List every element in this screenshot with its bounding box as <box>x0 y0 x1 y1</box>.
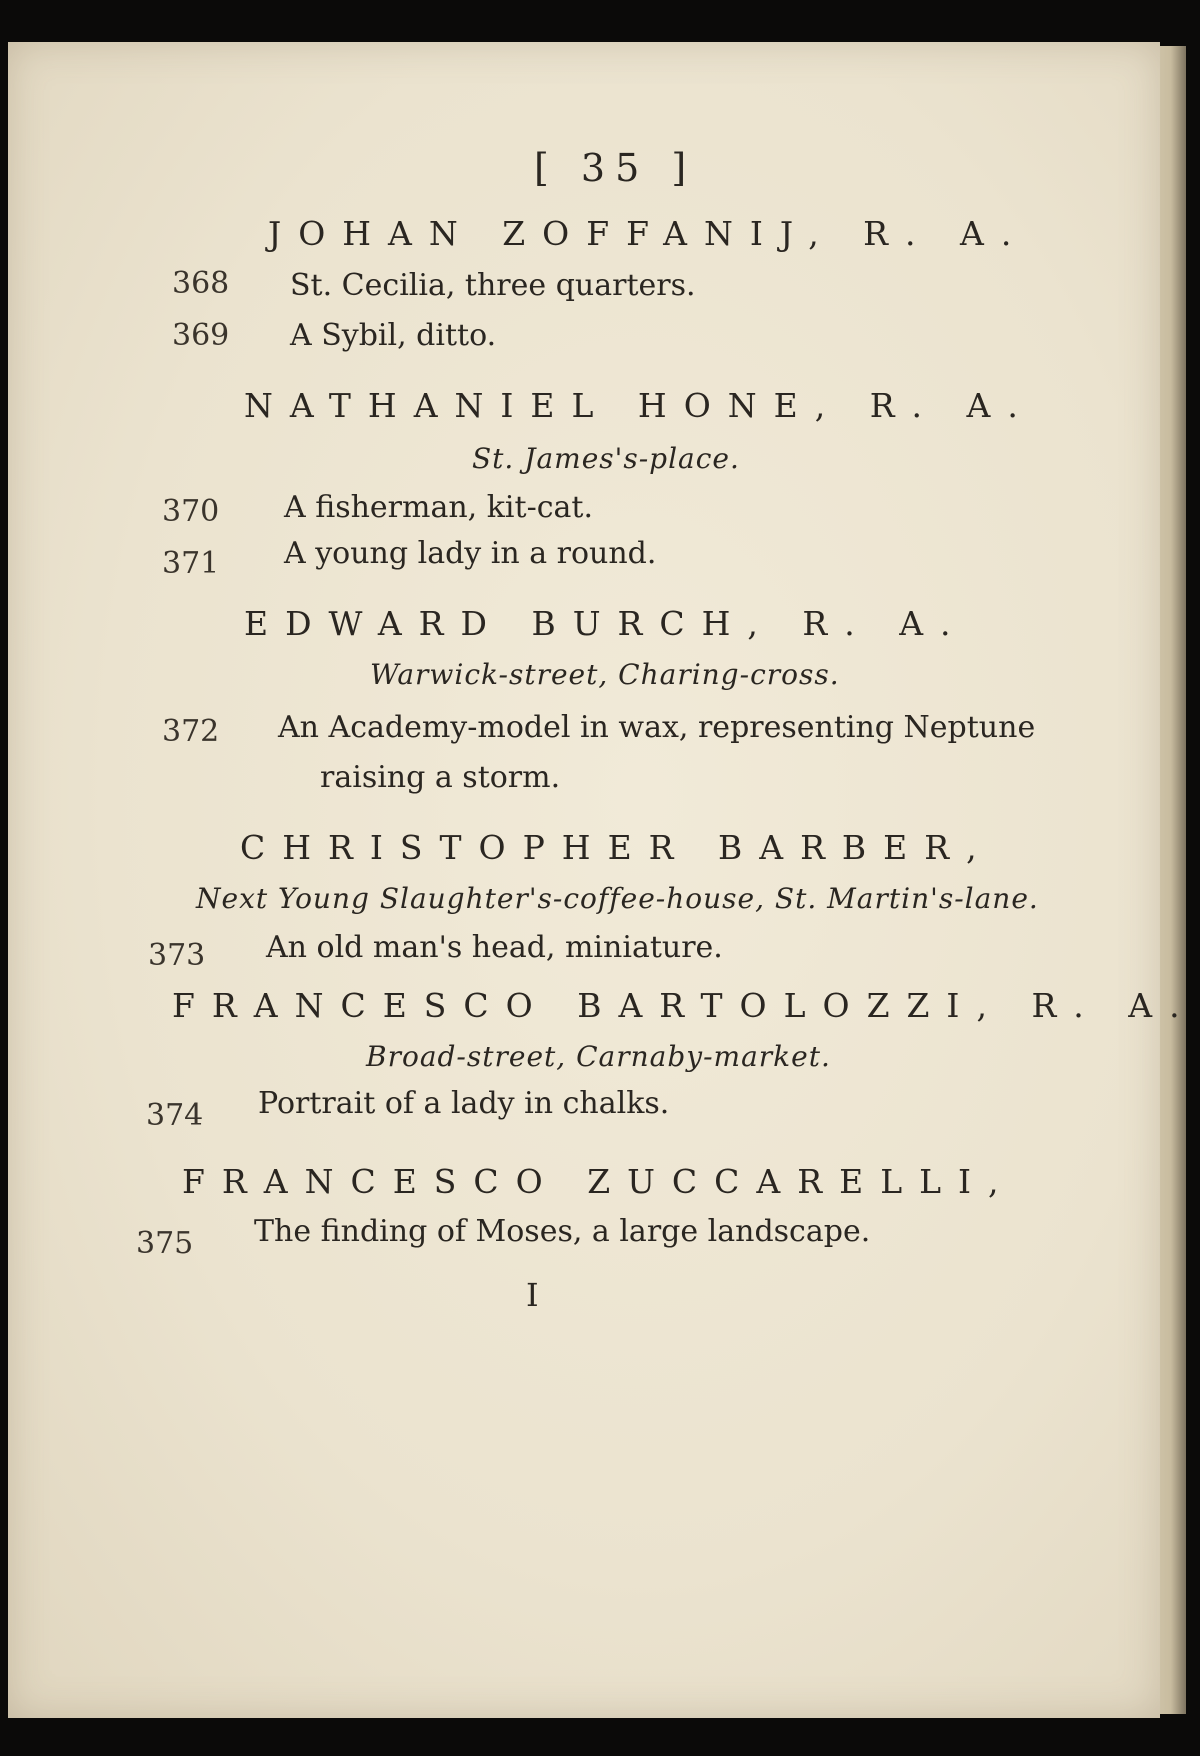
page-number: [ 35 ] <box>534 146 697 190</box>
work-title: An old man's head, miniature. <box>266 930 723 965</box>
artist-address: Warwick-street, Charing-cross. <box>370 658 840 691</box>
work-title: A fisherman, kit-cat. <box>284 490 593 525</box>
work-title: Portrait of a lady in chalks. <box>258 1086 670 1121</box>
catalogue-number: 370 <box>162 494 220 529</box>
catalogue-number: 373 <box>148 938 206 973</box>
artist-heading: NATHANIEL HONE, R. A. <box>244 386 1035 425</box>
catalogue-number: 368 <box>172 266 230 301</box>
artist-address: St. James's-place. <box>472 442 740 475</box>
catalogue-number: 372 <box>162 714 220 749</box>
catalogue-number: 375 <box>136 1226 194 1261</box>
catalogue-number: 369 <box>172 318 230 353</box>
artist-address: Next Young Slaughter's-coffee-house, St. Martin's-lane. <box>196 882 1039 915</box>
artist-address: Broad-street, Carnaby-market. <box>366 1040 831 1073</box>
work-title: An Academy-model in wax, representing Neptune <box>278 710 1036 745</box>
catalogue-number: 374 <box>146 1098 204 1133</box>
work-title: A Sybil, ditto. <box>290 318 497 353</box>
artist-heading: EDWARD BURCH, R. A. <box>244 604 968 643</box>
work-title: A young lady in a round. <box>284 536 657 571</box>
artist-heading: FRANCESCO BARTOLOZZI, R. A. <box>172 986 1197 1025</box>
artist-heading: CHRISTOPHER BARBER, <box>240 828 994 867</box>
work-title-continued: raising a storm. <box>320 760 561 795</box>
artist-heading: FRANCESCO ZUCCARELLI, <box>182 1162 1016 1201</box>
catalogue-number: 371 <box>162 546 220 581</box>
work-title: The finding of Moses, a large landscape. <box>254 1214 871 1249</box>
artist-heading: JOHAN ZOFFANIJ, R. A. <box>268 214 1029 253</box>
work-title: St. Cecilia, three quarters. <box>290 268 696 303</box>
signature-mark: I <box>526 1276 539 1314</box>
